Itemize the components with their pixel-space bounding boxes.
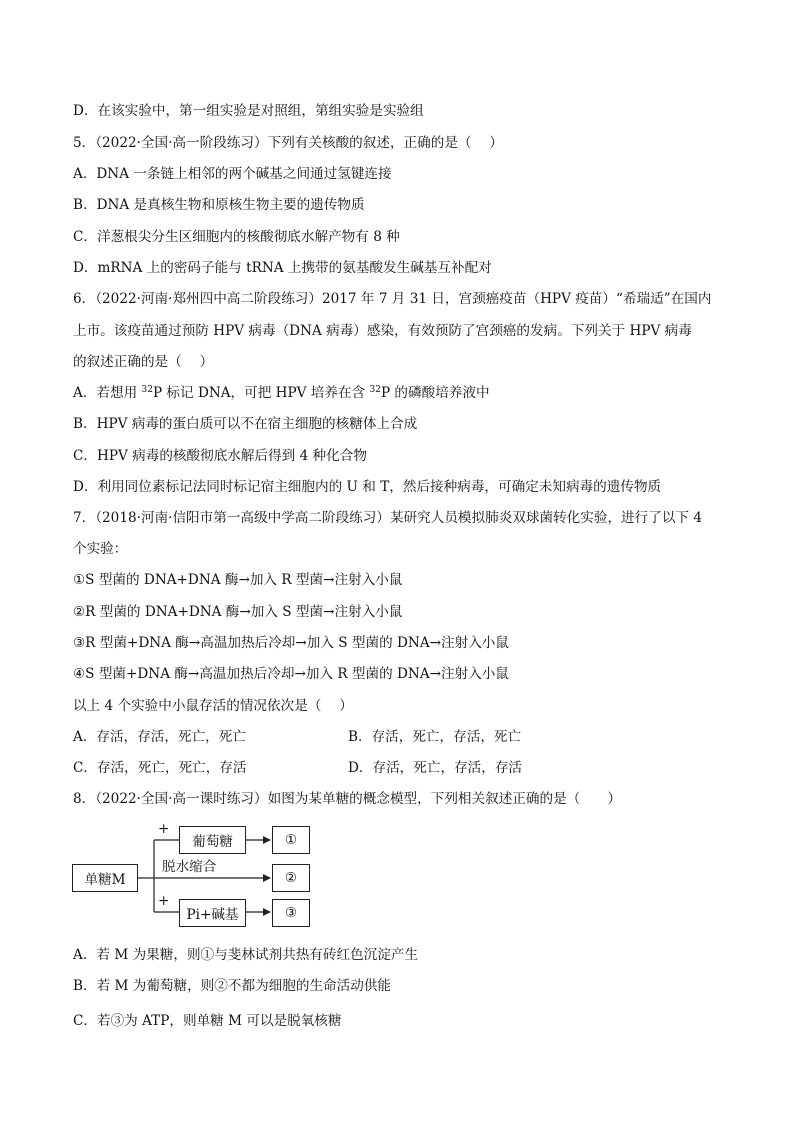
pi-base-box: Pi+碱基 bbox=[179, 899, 246, 927]
q6-option-c: C．HPV 病毒的核酸彻底水解后得到 4 种化合物 bbox=[73, 448, 367, 464]
q6-stem-line2: 上市。该疫苗通过预防 HPV 病毒（DNA 病毒）感染，有效预防了宫颈癌的发病。下列关于 HPV 病毒 bbox=[73, 323, 692, 339]
dehydration-condensation-label: 脱水缩合 bbox=[162, 859, 217, 875]
glucose-box: 葡萄糖 bbox=[179, 826, 246, 854]
q7-experiment-1: ①S 型菌的 DNA+DNA 酶→加入 R 型菌→注射入小鼠 bbox=[73, 572, 403, 588]
output-2-box: ② bbox=[272, 864, 310, 892]
plus-sign-bottom: + bbox=[158, 893, 170, 909]
q6-option-a-pre: A．若想用 bbox=[73, 385, 142, 401]
q7-option-c: C．存活，死亡，死亡，存活 bbox=[73, 760, 247, 776]
q7-option-d: D．存活，死亡，存活，存活 bbox=[348, 760, 523, 776]
q7-question: 以上 4 个实验中小鼠存活的情况依次是（ ） bbox=[73, 698, 353, 714]
output-1-box: ① bbox=[272, 826, 310, 854]
q7-option-b: B．存活，死亡，存活，死亡 bbox=[348, 729, 522, 745]
monosaccharide-m-box: 单糖M bbox=[72, 864, 138, 892]
q5-stem: 5．（2022·全国·高一阶段练习）下列有关核酸的叙述，正确的是（ ） bbox=[73, 135, 504, 151]
q7-experiment-2: ②R 型菌的 DNA+DNA 酶→加入 S 型菌→注射入小鼠 bbox=[73, 604, 403, 620]
q5-option-c: C．洋葱根尖分生区细胞内的核酸彻底水解产物有 8 种 bbox=[73, 229, 400, 245]
q5-option-d: D．mRNA 上的密码子能与 tRNA 上携带的氨基酸发生碱基互补配对 bbox=[73, 260, 492, 276]
q6-option-a-mid: P 标记 DNA，可把 HPV 培养在含 bbox=[152, 385, 370, 401]
q7-experiment-3: ③R 型菌+DNA 酶→高温加热后冷却→加入 S 型菌的 DNA→注射入小鼠 bbox=[73, 635, 509, 651]
q6-option-a-sup2: 32 bbox=[369, 385, 381, 395]
output-3-box: ③ bbox=[272, 899, 310, 927]
q8-option-a: A．若 M 为果糖，则①与斐林试剂共热有砖红色沉淀产生 bbox=[73, 947, 419, 963]
q6-stem-line3: 的叙述正确的是（ ） bbox=[73, 354, 214, 370]
q7-experiment-4: ④S 型菌+DNA 酶→高温加热后冷却→加入 R 型菌的 DNA→注射入小鼠 bbox=[73, 666, 509, 682]
q8-option-b: B．若 M 为葡萄糖，则②不都为细胞的生命活动供能 bbox=[73, 978, 392, 994]
q6-option-d: D．利用同位素标记法同时标记宿主细胞内的 U 和 T，然后接种病毒，可确定未知病毒的遗传物质 bbox=[73, 479, 662, 495]
q6-option-a-sup1: 32 bbox=[141, 385, 153, 395]
q6-option-a-post: P 的磷酸培养液中 bbox=[380, 385, 490, 401]
q8-stem: 8．（2022·全国·高一课时练习）如图为某单糖的概念模型，下列相关叙述正确的是（ ） bbox=[73, 791, 622, 807]
q7-option-a: A．存活，存活，死亡，死亡 bbox=[73, 729, 246, 745]
q7-stem-line2: 个实验： bbox=[73, 541, 128, 557]
q5-option-b: B．DNA 是真核生物和原核生物主要的遗传物质 bbox=[73, 197, 365, 213]
q4-option-d: D．在该实验中，第一组实验是对照组，第组实验是实验组 bbox=[73, 103, 424, 119]
plus-sign-top: + bbox=[158, 821, 170, 837]
q8-option-c: C．若③为 ATP，则单糖 M 可以是脱氧核糖 bbox=[73, 1013, 342, 1029]
q5-option-a: A．DNA 一条链上相邻的两个碱基之间通过氢键连接 bbox=[73, 166, 392, 182]
q6-option-b: B．HPV 病毒的蛋白质可以不在宿主细胞的核糖体上合成 bbox=[73, 416, 418, 432]
q6-stem-line1: 6．（2022·河南·郑州四中高二阶段练习）2017 年 7 月 31 日，宫颈癌疫苗（HPV 疫苗）“希瑞适”在国内 bbox=[73, 291, 712, 307]
q7-stem-line1: 7．（2018·河南·信阳市第一高级中学高二阶段练习）某研究人员模拟肺炎双球菌转化实验，进行了以下 4 bbox=[73, 510, 702, 526]
